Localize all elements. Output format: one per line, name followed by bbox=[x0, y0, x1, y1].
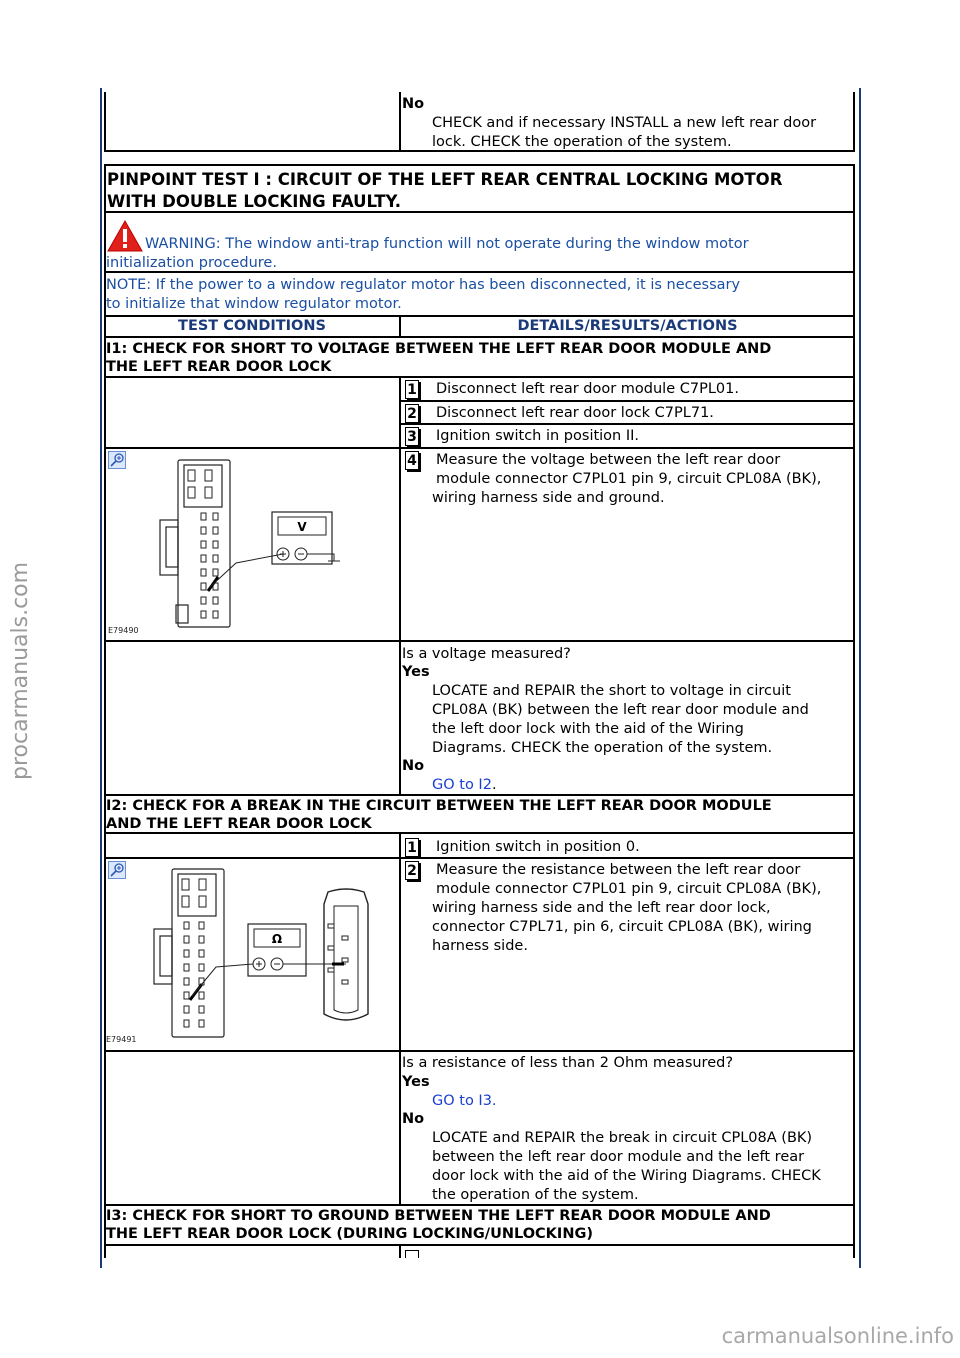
i2-figure-bottom bbox=[104, 1050, 855, 1052]
i1-question: Is a voltage measured? bbox=[402, 646, 571, 662]
i1-step-1-number: 1 bbox=[405, 380, 419, 399]
i1-step-4-text-3: wiring harness side and ground. bbox=[432, 490, 665, 506]
connector-resistance-diagram bbox=[106, 864, 396, 1046]
i2-step-2-number: 2 bbox=[405, 861, 419, 880]
i2-step-2-text-3: wiring harness side and the left rear door lock, bbox=[432, 900, 771, 916]
i2-step-2-text-2: module connector C7PL01 pin 9, circuit CPL08A (BK), bbox=[436, 881, 822, 897]
i3-step-1-number-partial bbox=[405, 1250, 419, 1258]
connector-voltage-diagram bbox=[106, 455, 396, 635]
i2-step-1-text: Ignition switch in position 0. bbox=[436, 839, 640, 855]
i1-step-4-number: 4 bbox=[405, 451, 419, 470]
i1-step1-bottom bbox=[399, 400, 855, 402]
warning-text-2: initialization procedure. bbox=[106, 255, 277, 271]
i2-question: Is a resistance of less than 2 Ohm measured? bbox=[402, 1055, 734, 1071]
i2-figure-label: E79491 bbox=[106, 1035, 137, 1044]
go-to-i3-link[interactable]: GO to I3. bbox=[432, 1093, 497, 1109]
i1-title-1: I1: CHECK FOR SHORT TO VOLTAGE BETWEEN THE LEFT REAR DOOR MODULE AND bbox=[106, 341, 772, 357]
i1-step2-bottom bbox=[399, 423, 855, 425]
i1-step-4-text-1: Measure the voltage between the left rear door bbox=[436, 452, 781, 468]
i2-title-2: AND THE LEFT REAR DOOR LOCK bbox=[106, 816, 372, 832]
i3-right-border bbox=[853, 1244, 855, 1258]
i1-step-2-text: Disconnect left rear door lock C7PL71. bbox=[436, 405, 714, 421]
prev-row-right-border bbox=[853, 92, 855, 152]
header-details-results-actions: DETAILS/RESULTS/ACTIONS bbox=[517, 318, 738, 334]
i1-title-2: THE LEFT REAR DOOR LOCK bbox=[106, 359, 332, 375]
i2-step1-bottom bbox=[104, 857, 855, 859]
i2-step-2-text-1: Measure the resistance between the left rear door bbox=[436, 862, 801, 878]
prev-no-label: No bbox=[402, 96, 425, 112]
prev-row-left-border bbox=[104, 92, 106, 152]
side-watermark: procarmanuals.com bbox=[8, 561, 33, 780]
i2-no-text-1: LOCATE and REPAIR the break in circuit CPL08A (BK) bbox=[432, 1130, 813, 1146]
go-to-i2-link[interactable]: GO to I2 bbox=[432, 777, 492, 793]
warning-text-1: WARNING: The window anti-trap function will not operate during the window motor bbox=[145, 236, 749, 252]
i2-step-2-text-5: harness side. bbox=[432, 938, 528, 954]
i1-step-3-text: Ignition switch in position II. bbox=[436, 428, 640, 444]
i2-right-border bbox=[853, 832, 855, 1206]
i2-step-1-number: 1 bbox=[405, 838, 419, 857]
i2-no-label: No bbox=[402, 1111, 425, 1127]
i1-step-3-number: 3 bbox=[405, 427, 419, 446]
i3-title-1: I3: CHECK FOR SHORT TO GROUND BETWEEN THE LEFT REAR DOOR MODULE AND bbox=[106, 1208, 771, 1224]
i1-yes-text-4: Diagrams. CHECK the operation of the system. bbox=[432, 740, 773, 756]
ohmmeter-label: Ω bbox=[271, 932, 283, 946]
i1-no-action: GO to I2. bbox=[432, 777, 497, 793]
pinpoint-heading-1: PINPOINT TEST I : CIRCUIT OF THE LEFT REAR CENTRAL LOCKING MOTOR bbox=[107, 170, 783, 189]
i2-no-text-3: door lock with the aid of the Wiring Diagrams. CHECK bbox=[432, 1168, 821, 1184]
page-border-left bbox=[100, 88, 102, 1268]
pinpoint-heading-2: WITH DOUBLE LOCKING FAULTY. bbox=[107, 192, 402, 211]
header-test-conditions: TEST CONDITIONS bbox=[178, 318, 326, 334]
i1-no-label: No bbox=[402, 758, 425, 774]
i1-yes-text-1: LOCATE and REPAIR the short to voltage in circuit bbox=[432, 683, 791, 699]
i1-step3-bottom bbox=[104, 447, 855, 449]
note-text-2: to initialize that window regulator motor. bbox=[106, 296, 402, 312]
i3-left-border bbox=[104, 1244, 106, 1258]
i2-no-text-4: the operation of the system. bbox=[432, 1187, 639, 1203]
voltmeter-label: V bbox=[297, 520, 307, 534]
prev-row-divider bbox=[399, 92, 401, 152]
i1-step-4-text-2: module connector C7PL01 pin 9, circuit CPL08A (BK), bbox=[436, 471, 822, 487]
i1-divider bbox=[399, 376, 401, 796]
prev-no-text-1: CHECK and if necessary INSTALL a new left rear door bbox=[432, 115, 817, 131]
i1-step-2-number: 2 bbox=[405, 404, 419, 423]
i3-divider bbox=[399, 1244, 401, 1258]
i1-yes-text-3: the left door lock with the aid of the Wiring bbox=[432, 721, 744, 737]
i2-yes-label: Yes bbox=[402, 1074, 430, 1090]
i2-divider bbox=[399, 832, 401, 1206]
note-text-1: NOTE: If the power to a window regulator motor has been disconnected, it is necessary bbox=[106, 277, 741, 293]
page-border-right bbox=[859, 88, 861, 1268]
footer-watermark: carmanualsonline.info bbox=[721, 1324, 954, 1348]
i3-title-2: THE LEFT REAR DOOR LOCK (DURING LOCKING/UNLOCKING) bbox=[106, 1226, 593, 1242]
i2-no-text-2: between the left rear door module and the left rear bbox=[432, 1149, 805, 1165]
i1-step-1-text: Disconnect left rear door module C7PL01. bbox=[436, 381, 739, 397]
i1-figure-bottom bbox=[104, 640, 855, 642]
i2-step-2-text-4: connector C7PL71, pin 6, circuit CPL08A (BK), wiring bbox=[432, 919, 812, 935]
prev-no-text-2: lock. CHECK the operation of the system. bbox=[432, 134, 732, 150]
i1-right-border bbox=[853, 376, 855, 796]
i2-title-1: I2: CHECK FOR A BREAK IN THE CIRCUIT BETWEEN THE LEFT REAR DOOR MODULE bbox=[106, 798, 772, 814]
i1-yes-text-2: CPL08A (BK) between the left rear door module and bbox=[432, 702, 809, 718]
i1-yes-label: Yes bbox=[402, 664, 430, 680]
i1-figure-label: E79490 bbox=[108, 626, 139, 635]
warning-icon bbox=[107, 220, 143, 252]
